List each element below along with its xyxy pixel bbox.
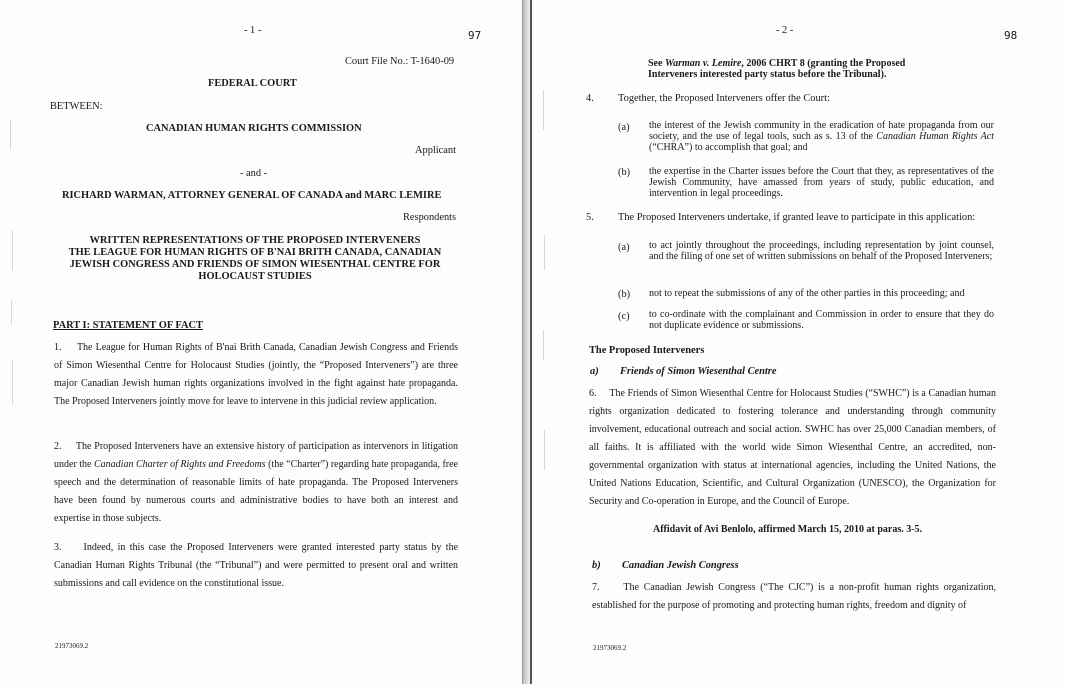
paragraph-7 bbox=[592, 579, 996, 615]
list-item: not to repeat the submissions of any of the other parties in this proceeding; and bbox=[649, 288, 965, 299]
title-line: HOLOCAUST STUDIES bbox=[198, 271, 312, 282]
case-name: Warman v. Lemire bbox=[664, 58, 742, 69]
scan-artifact bbox=[10, 120, 11, 150]
scan-artifact bbox=[543, 330, 544, 360]
title-line: THE LEAGUE FOR HUMAN RIGHTS OF B'NAI BRITH CANADA, CANADIAN bbox=[68, 247, 442, 258]
list-item: the expertise in the Charter issues before the Court that they, as representatives of the Jewish Community, have amassed from years of study, public education, and intervention in legal proceedings. bbox=[649, 166, 994, 199]
page-number-marker: - 2 - bbox=[776, 25, 794, 36]
paragraph-text: The Canadian Jewish Congress (“The CJC”) is a non-profit human rights organization, established for the purpose of promoting and protecting human rights, freedom and dignity of bbox=[592, 582, 996, 611]
citation bbox=[648, 58, 938, 80]
court-file-number: Court File No.: T-1640-09 bbox=[345, 56, 455, 67]
scan-artifact bbox=[544, 235, 545, 270]
paragraph-number: 2. bbox=[54, 441, 62, 452]
and-separator: - and - bbox=[240, 168, 268, 179]
page-gutter bbox=[523, 0, 530, 684]
list-label: (a) bbox=[618, 242, 630, 253]
scan-artifact bbox=[12, 360, 13, 405]
scan-artifact bbox=[543, 90, 544, 130]
respondent-role: Respondents bbox=[403, 212, 457, 223]
paragraph-lead: The Proposed Interveners undertake, if granted leave to participate in this application: bbox=[618, 212, 976, 223]
list-item-text: (“CHRA”) to accomplish that goal; and bbox=[649, 142, 808, 153]
subsection-title: Friends of Simon Wiesenthal Centre bbox=[620, 366, 777, 377]
scan-artifact bbox=[11, 300, 12, 325]
applicant-name: CANADIAN HUMAN RIGHTS COMMISSION bbox=[146, 123, 362, 134]
list-label: (c) bbox=[618, 311, 630, 322]
paragraph-text: The League for Human Rights of B'nai Brith Canada, Canadian Jewish Congress and Friends of Simon Wiesenthal Centre for Holocaust Studies (jointly, the “Proposed Interveners”) are three major Canadian Jewish human rights organizations involved in the fight against hate propaganda. The Proposed Interveners jointly move for leave to intervene in this judicial review application. bbox=[54, 342, 458, 407]
page-stamp: 97 bbox=[468, 29, 482, 42]
list-item bbox=[649, 120, 994, 153]
paragraph-2 bbox=[54, 438, 458, 528]
document-title bbox=[40, 235, 470, 283]
court-name: FEDERAL COURT bbox=[208, 78, 297, 89]
title-line: WRITTEN REPRESENTATIONS OF THE PROPOSED INTERVENERS bbox=[89, 235, 421, 246]
paragraph-1 bbox=[54, 339, 458, 411]
act-title: Canadian Human Rights Act bbox=[876, 131, 994, 142]
respondent-names: RICHARD WARMAN, ATTORNEY GENERAL OF CANADA and MARC LEMIRE bbox=[62, 190, 442, 201]
paragraph-number: 1. bbox=[54, 342, 62, 353]
citation-prefix: See bbox=[648, 58, 665, 69]
paragraph-number: 4. bbox=[586, 93, 594, 104]
affidavit-reference: Affidavit of Avi Benlolo, affirmed March 15, 2010 at paras. 3-5. bbox=[653, 524, 923, 535]
scan-artifact bbox=[12, 230, 13, 270]
paragraph-text: Indeed, in this case the Proposed Interveners were granted interested party status by the Canadian Human Rights Tribunal (the “Tribunal”) and were permitted to present oral and written submissions and call evidence on the constitutional issue. bbox=[54, 542, 459, 589]
charter-title: Canadian Charter of Rights and Freedoms bbox=[94, 459, 266, 470]
list-item: to act jointly throughout the proceedings, including representation by joint counsel, and the filing of one set of written submissions on behalf of the Proposed Interveners; bbox=[649, 240, 994, 262]
page-number-marker: - 1 - bbox=[244, 25, 262, 36]
title-line: JEWISH CONGRESS AND FRIENDS OF SIMON WIESENTHAL CENTRE FOR bbox=[69, 259, 441, 270]
paragraph-3 bbox=[54, 539, 458, 593]
list-item: to co-ordinate with the complainant and Commission in order to ensure that they do not duplicate evidence or submissions. bbox=[649, 309, 994, 331]
subsection-label: a) bbox=[590, 366, 599, 377]
paragraph-lead: Together, the Proposed Interveners offer the Court: bbox=[618, 93, 830, 104]
document-page-2 bbox=[530, 0, 1066, 684]
list-label: (b) bbox=[618, 167, 631, 178]
list-label: (a) bbox=[618, 122, 630, 133]
subsection-title: Canadian Jewish Congress bbox=[622, 560, 739, 571]
part-heading: PART I: STATEMENT OF FACT bbox=[53, 320, 203, 331]
page-stamp: 98 bbox=[1004, 29, 1018, 42]
between-label: BETWEEN: bbox=[50, 101, 103, 112]
citation-text: , 2006 CHRT 8 (granting the Proposed Interveners interested party status before the Tribunal). bbox=[648, 58, 906, 80]
section-heading: The Proposed Interveners bbox=[589, 345, 705, 356]
applicant-role: Applicant bbox=[415, 145, 456, 156]
document-id: 21973069.2 bbox=[593, 644, 627, 652]
paragraph-text: The Friends of Simon Wiesenthal Centre for Holocaust Studies (“SWHC”) is a Canadian human rights organization dedicated to fostering tolerance and understanding through community involvement, educational outreach and social action. SWHC has over 25,000 Canadian members, of all faiths. It is affiliated with the world wide Simon Wiesenthal Centre, an accredited, non-governmental organization with status at international agencies, including the United Nations, the United Nations Education, Scientific, and Cultural Organization (UNESCO), the Organization for Security and Co-operation in Europe, and the Council of Europe. bbox=[589, 388, 996, 507]
document-page-1 bbox=[0, 0, 523, 684]
document-id: 21973069.2 bbox=[55, 642, 89, 650]
subsection-label: b) bbox=[592, 560, 601, 571]
paragraph-number: 7. bbox=[592, 582, 600, 593]
list-label: (b) bbox=[618, 289, 631, 300]
paragraph-6 bbox=[589, 385, 996, 511]
paragraph-text: (the “Charter”) regarding hate propaganda, free speech and the determination of reasonable limits of hate propaganda. The Proposed Interveners have been found by numerous courts and administrative bodies to have both an interest and expertise in those subjects. bbox=[54, 459, 458, 524]
paragraph-number: 6. bbox=[589, 388, 597, 399]
paragraph-text: The Proposed Interveners have an extensive history of participation as intervenors in litigation under the bbox=[54, 441, 459, 470]
list-item-text: the interest of the Jewish community in the eradication of hate propaganda from our society, and the use of legal tools, such as s. 13 of the bbox=[649, 120, 994, 142]
paragraph-number: 5. bbox=[586, 212, 594, 223]
scan-artifact bbox=[544, 430, 545, 470]
paragraph-number: 3. bbox=[54, 542, 62, 553]
